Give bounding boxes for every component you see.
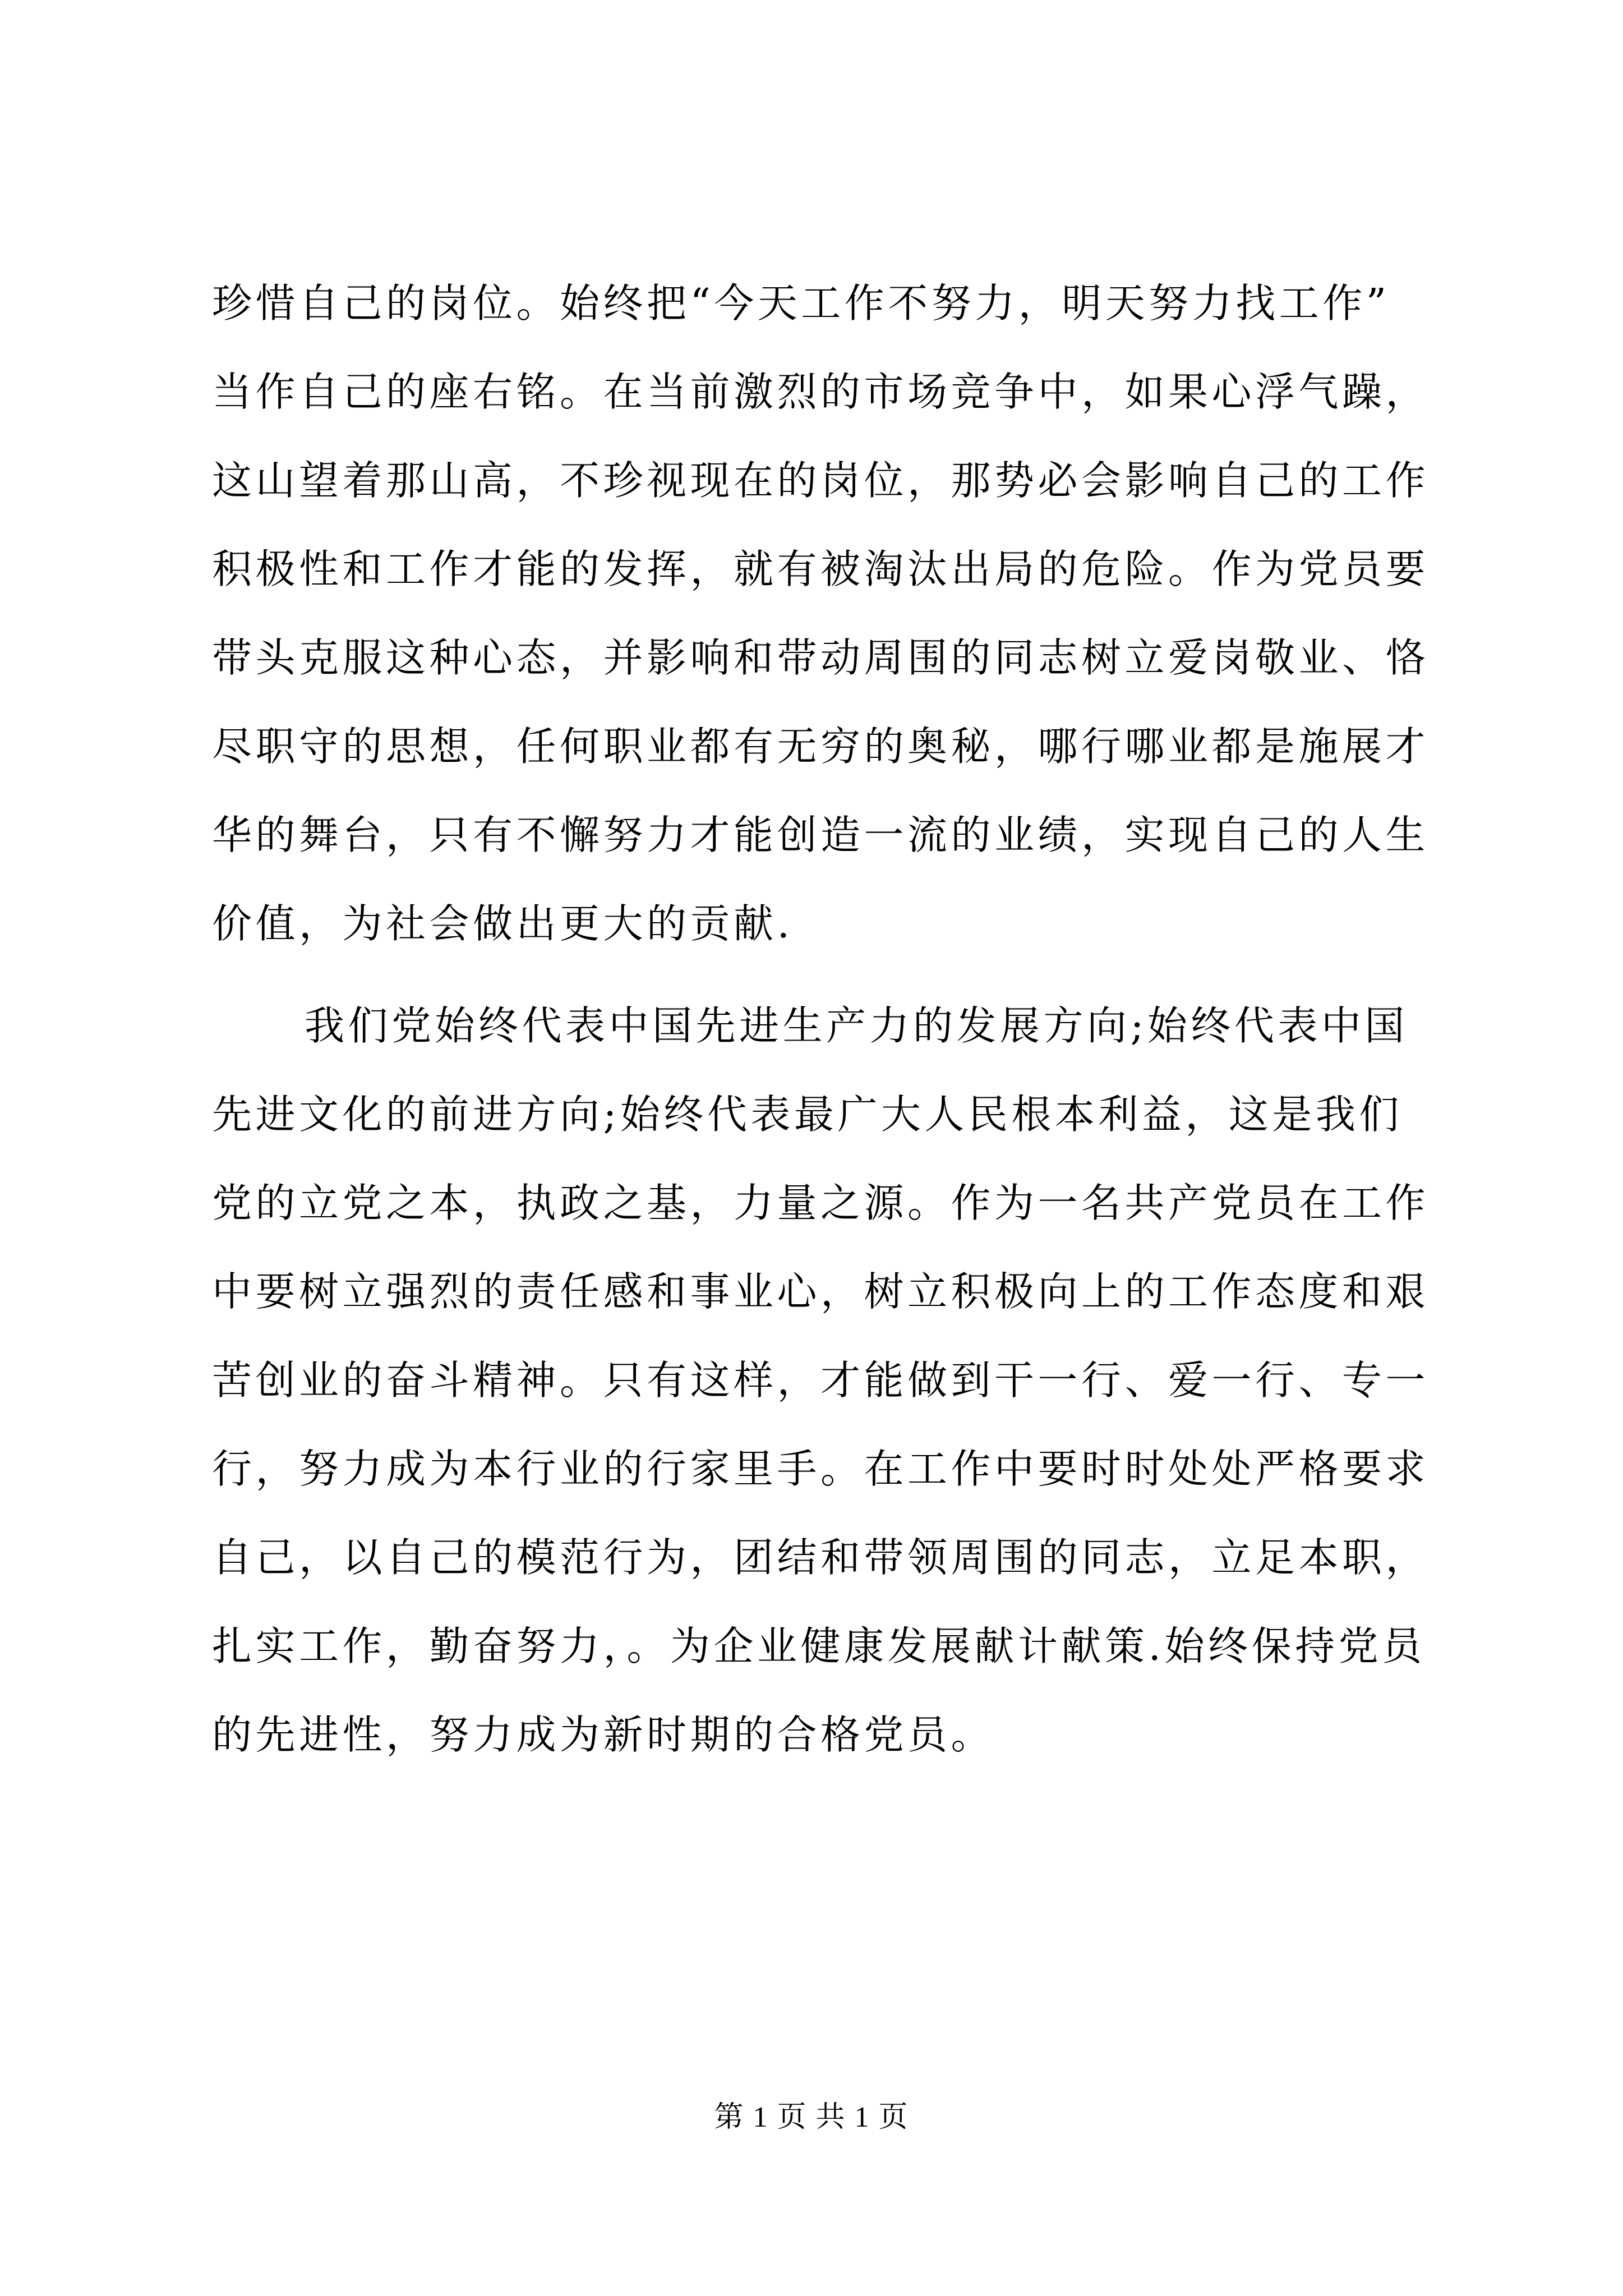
paragraph-line: 先进文化的前进方向;始终代表最广大人民根本利益，这是我们	[212, 1091, 1403, 1138]
paragraph-line: 苦创业的奋斗精神。只有这样，才能做到干一行、爱一行、专一	[212, 1357, 1430, 1404]
paragraph-line: 扎实工作，勤奋努力，。为企业健康发展献计献策.始终保持党员	[212, 1623, 1426, 1669]
paragraph-line: 价值，为社会做出更大的贡献.	[212, 900, 794, 947]
paragraph-line: 自己，以自己的模范行为，团结和带领周围的同志，立足本职，	[212, 1534, 1430, 1581]
document-body	[212, 259, 1430, 1779]
page-number-footer: 第 1 页 共 1 页	[714, 2101, 909, 2133]
paragraph-line: 行，努力成为本行业的行家里手。在工作中要时时处处严格要求	[212, 1446, 1430, 1492]
paragraph-line: 积极性和工作才能的发挥，就有被淘汰出局的危险。作为党员要	[212, 546, 1430, 592]
paragraph-line: 中要树立强烈的责任感和事业心，树立积极向上的工作态度和艰	[212, 1268, 1430, 1315]
paragraph-line: 的先进性，努力成为新时期的合格党员。	[212, 1711, 995, 1758]
paragraph-1	[212, 259, 1430, 968]
paragraph-line: 我们党始终代表中国先进生产力的发展方向;始终代表中国	[305, 1002, 1408, 1049]
paragraph-line: 珍惜自己的岗位。始终把“今天工作不努力，明天努力找工作”	[212, 280, 1390, 326]
paragraph-line: 这山望着那山高，不珍视现在的岗位，那势必会影响自己的工作	[212, 457, 1430, 504]
paragraph-line: 尽职守的思想，任何职业都有无穷的奥秘，哪行哪业都是施展才	[212, 723, 1430, 770]
paragraph-line: 党的立党之本，执政之基，力量之源。作为一名共产党员在工作	[212, 1180, 1430, 1226]
paragraph-2	[212, 982, 1430, 1779]
paragraph-line: 当作自己的座右铭。在当前激烈的市场竞争中，如果心浮气躁，	[212, 369, 1430, 415]
paragraph-line: 带头克服这种心态，并影响和带动周围的同志树立爱岗敬业、恪	[212, 634, 1430, 681]
paragraph-line: 华的舞台，只有不懈努力才能创造一流的业绩，实现自己的人生	[212, 812, 1430, 858]
